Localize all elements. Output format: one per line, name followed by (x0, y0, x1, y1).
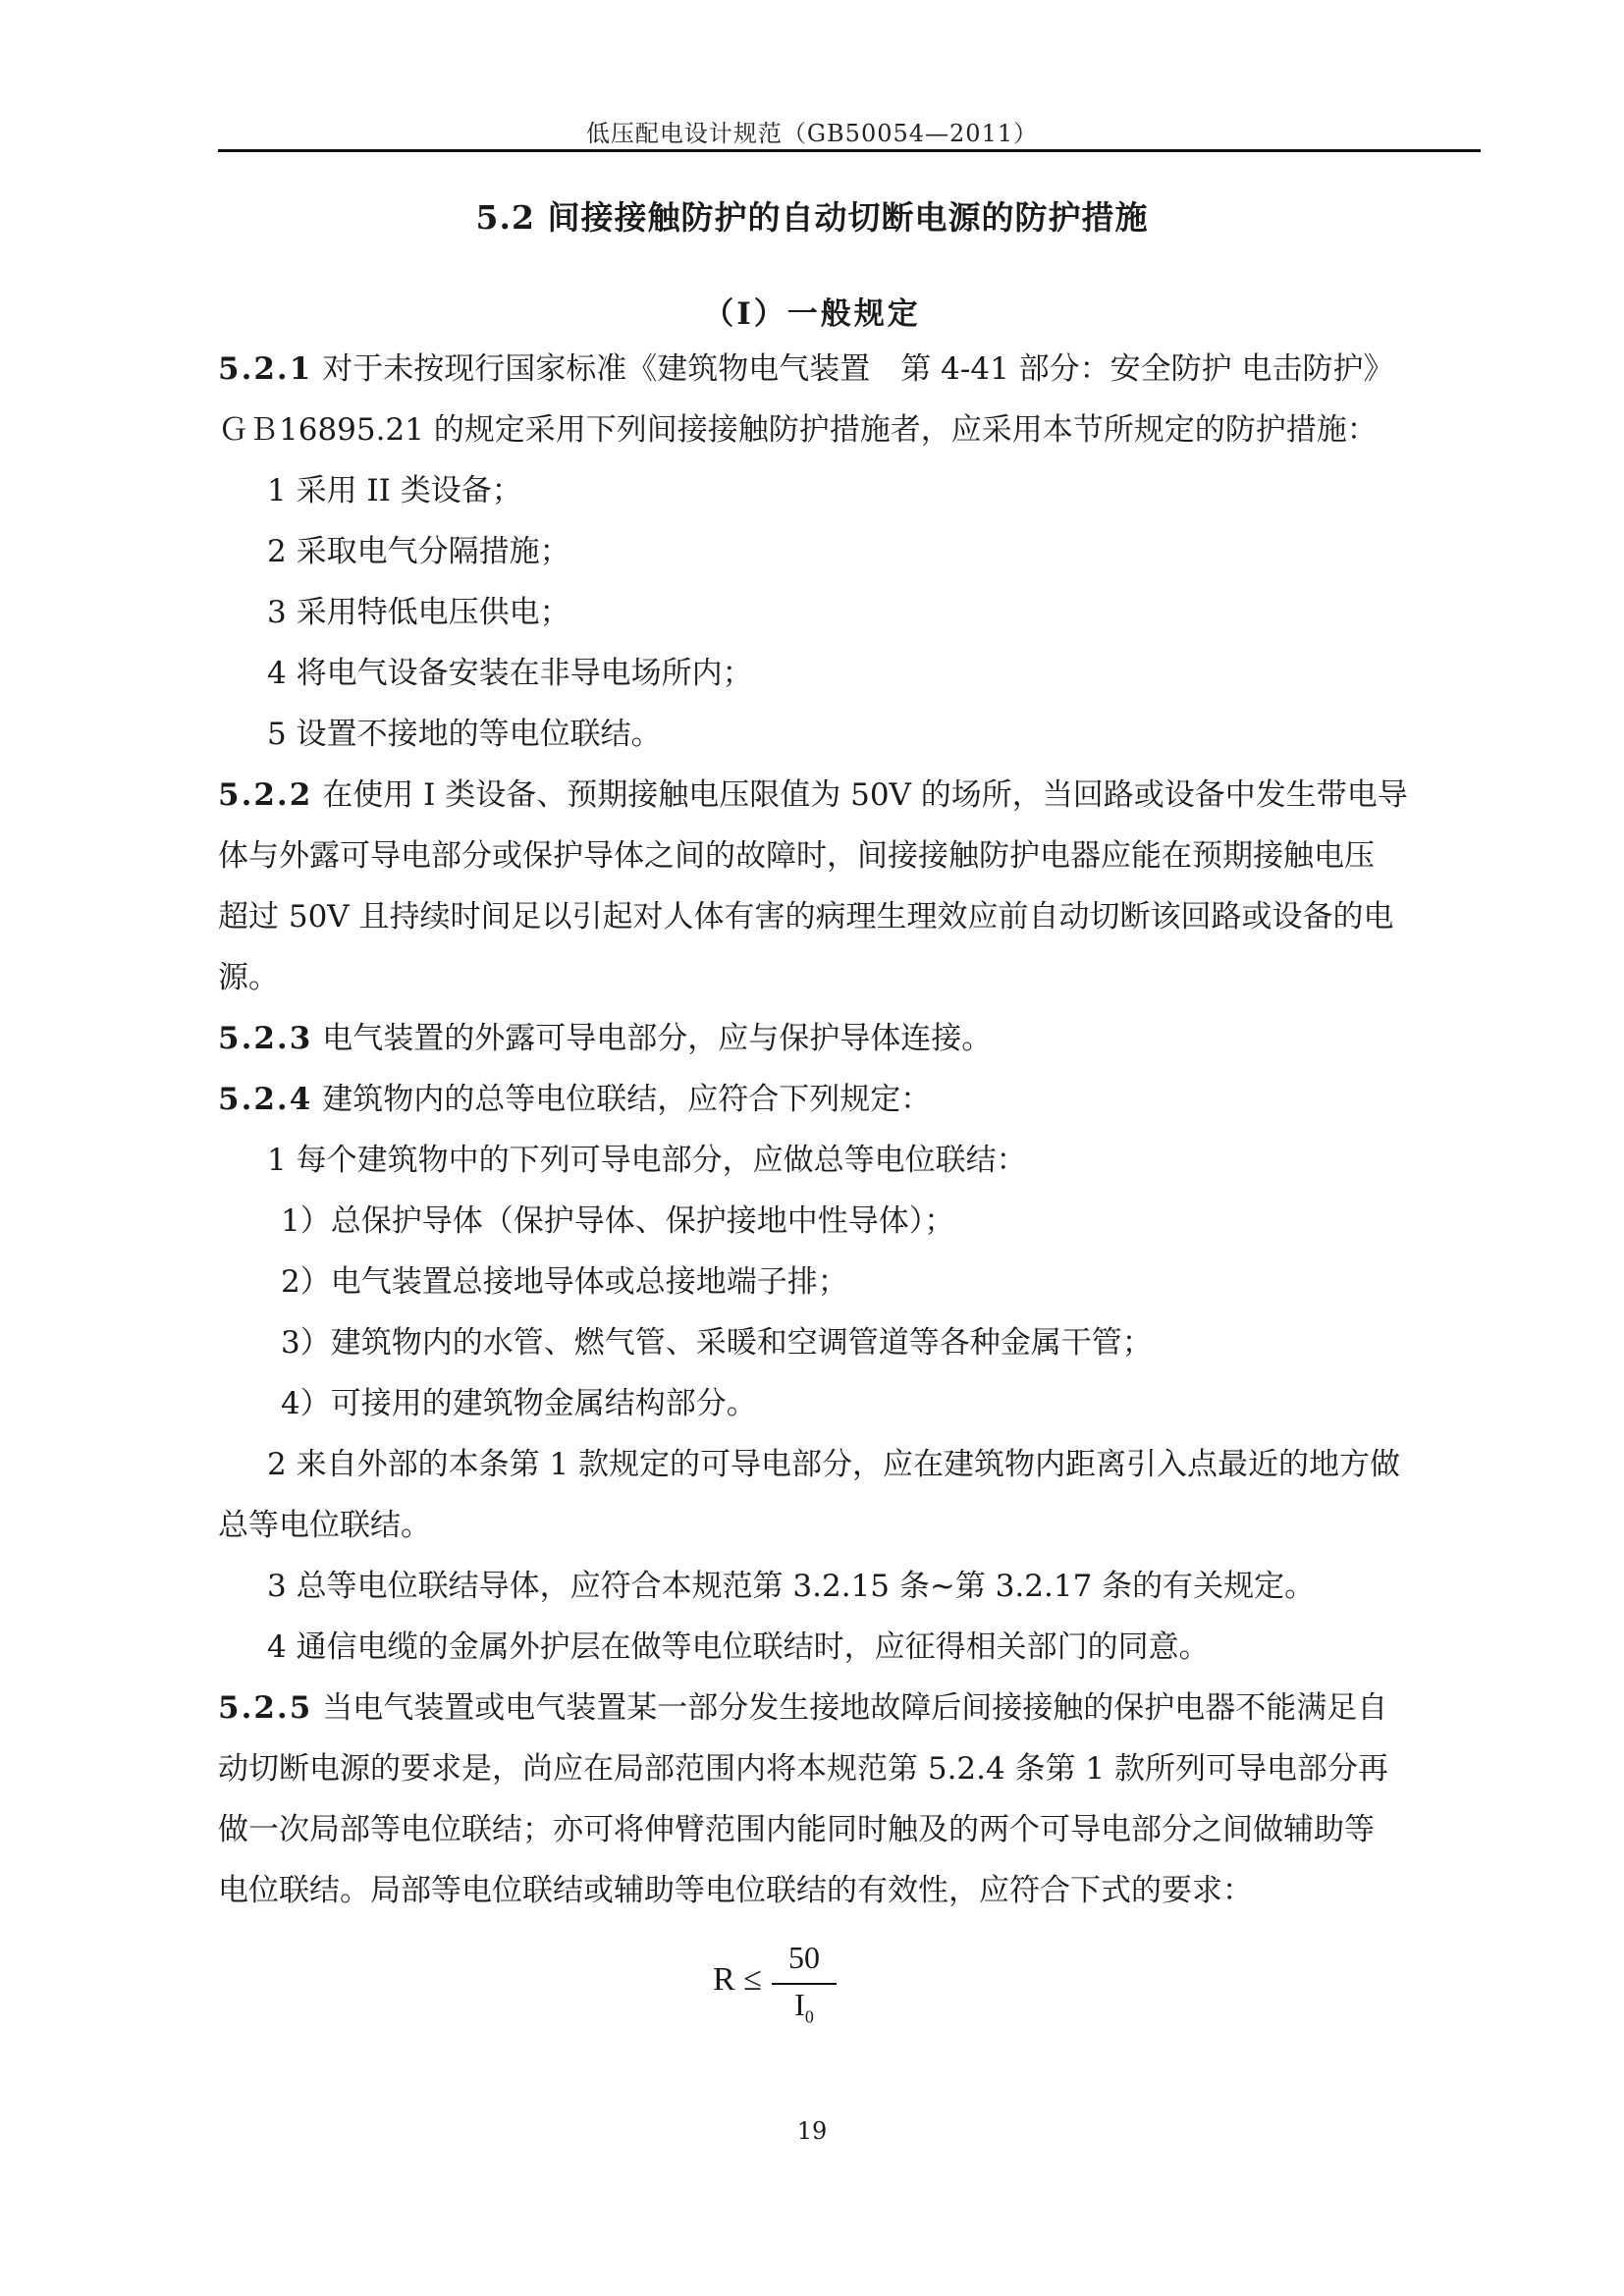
clause-5-2-5-line-1 (218, 1688, 1387, 1728)
subsection-title: （Ⅰ）一般规定 (703, 296, 921, 332)
clause-text: 建筑物内的总等电位联结，应符合下列规定： (322, 1082, 932, 1117)
clause-5-2-2-line-4: 源。 (218, 960, 279, 995)
clause-5-2-4-item-2-line-1: 2 来自外部的本条第 1 款规定的可导电部分，应在建筑物内距离引入点最近的地方做 (267, 1447, 1401, 1482)
clause-5-2-4-item-2-line-2: 总等电位联结。 (218, 1508, 431, 1543)
fraction-bar (772, 1983, 837, 1985)
page-number: 19 (796, 2117, 828, 2145)
clause-5-2-1-line-1 (218, 349, 1394, 389)
clause-5-2-4-subitem-2: 2）电气装置总接地导体或总接地端子排； (281, 1264, 848, 1300)
resistance-formula (713, 1940, 909, 2038)
formula-lhs: R ≤ (713, 1961, 762, 1998)
clause-5-2-2-line-1 (218, 775, 1408, 815)
clause-5-2-1-item-5: 5 设置不接地的等电位联结。 (267, 717, 662, 752)
clause-text: 在使用 I 类设备、预期接触电压限值为 50V 的场所，当回路或设备中发生带电导 (322, 777, 1408, 813)
header-title: 低压配电设计规范（GB50054—2011） (585, 120, 1039, 147)
clause-5-2-4-item-3: 3 总等电位联结导体，应符合本规范第 3.2.15 条~第 3.2.17 条的有关规定。 (267, 1569, 1316, 1604)
header-rule (218, 149, 1481, 152)
clause-number: 5.2.4 (218, 1082, 313, 1117)
clause-5-2-5-line-2: 动切断电源的要求是，尚应在局部范围内将本规范第 5.2.4 条第 1 款所列可导电部分再 (218, 1751, 1389, 1787)
denominator-subscript: 0 (804, 2006, 814, 2027)
clause-number: 5.2.1 (218, 351, 313, 387)
denominator-base: I (794, 1987, 805, 2022)
clause-5-2-5-line-3: 做一次局部等电位联结；亦可将伸臂范围内能同时触及的两个可导电部分之间做辅助等 (218, 1812, 1375, 1847)
clause-text: 当电气装置或电气装置某一部分发生接地故障后间接接触的保护电器不能满足自 (322, 1690, 1388, 1726)
clause-5-2-1-item-1: 1 采用 II 类设备； (267, 473, 522, 508)
clause-5-2-4-subitem-3: 3）建筑物内的水管、燃气管、采暖和空调管道等各种金属干管； (281, 1325, 1153, 1361)
clause-5-2-4-item-1: 1 每个建筑物中的下列可导电部分，应做总等电位联结： (267, 1143, 1027, 1178)
clause-text: 对于未按现行国家标准《建筑物电气装置 第 4-41 部分：安全防护 电击防护》 (322, 351, 1394, 387)
formula-denominator (772, 1987, 837, 2027)
clause-5-2-2-line-3: 超过 50V 且持续时间足以引起对人体有害的病理生理效应前自动切断该回路或设备的电 (218, 899, 1394, 934)
clause-5-2-3-line-1 (218, 1019, 992, 1058)
clause-5-2-1-item-3: 3 采用特低电压供电； (267, 595, 570, 630)
clause-5-2-1-item-4: 4 将电气设备安装在非导电场所内； (267, 656, 753, 691)
clause-5-2-1-item-2: 2 采取电气分隔措施； (267, 534, 570, 569)
formula-numerator: 50 (788, 1940, 820, 1975)
clause-5-2-4-item-4: 4 通信电缆的金属外护层在做等电位联结时，应征得相关部门的同意。 (267, 1629, 1210, 1665)
clause-5-2-2-line-2: 体与外露可导电部分或保护导体之间的故障时，间接接触防护电器应能在预期接触电压 (218, 838, 1375, 874)
clause-text: 电气装置的外露可导电部分，应与保护导体连接。 (322, 1021, 993, 1056)
clause-5-2-4-subitem-1: 1）总保护导体（保护导体、保护接地中性导体）； (281, 1203, 955, 1239)
clause-5-2-5-line-4: 电位联结。局部等电位联结或辅助等电位联结的有效性，应符合下式的要求： (218, 1873, 1253, 1908)
clause-number: 5.2.5 (218, 1690, 313, 1726)
clause-number: 5.2.3 (218, 1021, 313, 1056)
clause-5-2-4-line-1 (218, 1080, 931, 1119)
clause-5-2-4-subitem-4: 4）可接用的建筑物金属结构部分。 (281, 1386, 757, 1421)
section-title: 5.2 间接接触防护的自动切断电源的防护措施 (475, 198, 1149, 237)
clause-5-2-1-line-2: ＧＢ16895.21 的规定采用下列间接接触防护措施者，应采用本节所规定的防护措施： (218, 412, 1378, 448)
clause-number: 5.2.2 (218, 777, 313, 813)
